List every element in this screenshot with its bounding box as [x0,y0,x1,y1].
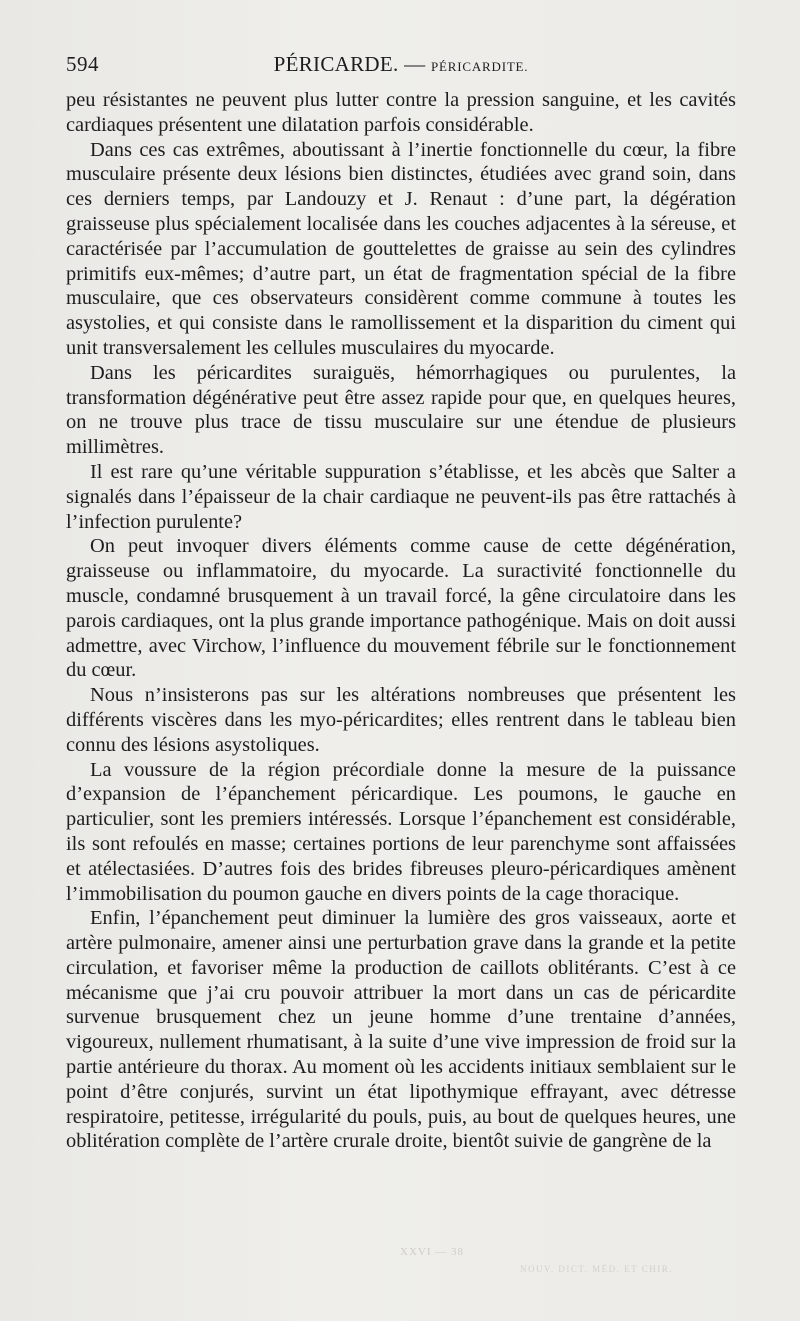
paragraph: On peut invoquer divers éléments comme cause de cette dégénération, graisseuse ou inflammatoire, du myocarde. La suractivité fonctionnelle du muscle, condamné brusquement à un travail forcé, la gêne circulatoire dans les parois cardiaques, ont la plus grande importance pathogénique. Mais on doit aussi admettre, avec Virchow, l’influence du mouvement fébrile sur le fonctionnement du cœur. [66,535,736,682]
sheet-signature: XXVI — 38 [400,1246,464,1258]
header-dash: — [404,52,426,76]
body-text [66,88,736,1154]
paragraph: Dans les péricardites suraiguës, hémorrhagiques ou purulentes, la transformation dégénérative peut être assez rapide pour que, en quelques heures, on ne trouve plus trace de tissu musculaire sur une étendue de plusieurs millimètres. [66,361,736,459]
paragraph: Dans ces cas extrêmes, aboutissant à l’inertie fonctionnelle du cœur, la fibre musculaire présente deux lésions bien distinctes, étudiées avec grand soin, dans ces derniers temps, par Landouzy et J. Renaut : d’une part, la dégération graisseuse plus spécialement localisée dans les couches adjacentes à la séreuse, et caractérisée par l’accumulation de gouttelettes de graisse au sein des cylindres primitifs eux-mêmes; d’autre part, un état de fragmentation spécial de la fibre musculaire, que ces observateurs considèrent comme commune à toutes les asystolies, et qui consiste dans le ramollissement et la disparition du ciment qui unit transversalement les cellules musculaires du myocarde. [66,138,736,359]
header-title-line [66,52,736,77]
header-subtitle: PÉRICARDITE. [431,59,529,74]
paragraph: peu résistantes ne peuvent plus lutter contre la pression sanguine, et les cavités cardiaques présentent une dilatation parfois considérable. [66,89,736,136]
running-header [66,52,736,86]
paragraph: Enfin, l’épanchement peut diminuer la lumière des gros vaisseaux, aorte et artère pulmonaire, amener ainsi une perturbation grave dans la grande et la petite circulation, et favoriser même la production de caillots oblitérants. C’est à ce mécanisme que j’ai cru pouvoir attribuer la mort dans un cas de péricardite survenue brusquement chez un jeune homme d’une trentaine d’années, vigoureux, nullement rhumatisant, à la suite d’une vive impression de froid sur la partie antérieure du thorax. Au moment où les accidents initiaux semblaient sur le point d’être conjurés, survint un état lipothymique effrayant, avec détresse respiratoire, petitesse, irrégularité du pouls, puis, au bout de quelques heures, une oblitération complète de l’artère crurale droite, bientôt suivie de gangrène de la [66,907,736,1153]
page-number: 594 [66,52,99,76]
sheet-imprint: NOUV. DICT. MÉD. ET CHIR. [520,1264,674,1274]
paragraph: La voussure de la région précordiale donne la mesure de la puissance d’expansion de l’épanchement péricardique. Les poumons, le gauche en particulier, sont les premiers intéressés. Lorsque l’épanchement est considérable, ils sont refoulés en masse; certaines portions de leur parenchyme sont affaissées et atélectasiées. D’autres fois des brides fibreuses pleuro-péricardiques amènent l’immobilisation du poumon gauche en divers points de la cage thoracique. [66,758,736,905]
paragraph: Nous n’insisterons pas sur les altérations nombreuses que présentent les différents viscères dans les myo-péricardites; elles rentrent dans le tableau bien connu des lésions asystoliques. [66,684,736,756]
header-title: PÉRICARDE. [273,52,399,76]
paragraph: Il est rare qu’une véritable suppuration s’établisse, et les abcès que Salter a signalés dans l’épaisseur de la chair cardiaque ne peuvent-ils pas être rattachés à l’infection purulente? [66,460,736,533]
